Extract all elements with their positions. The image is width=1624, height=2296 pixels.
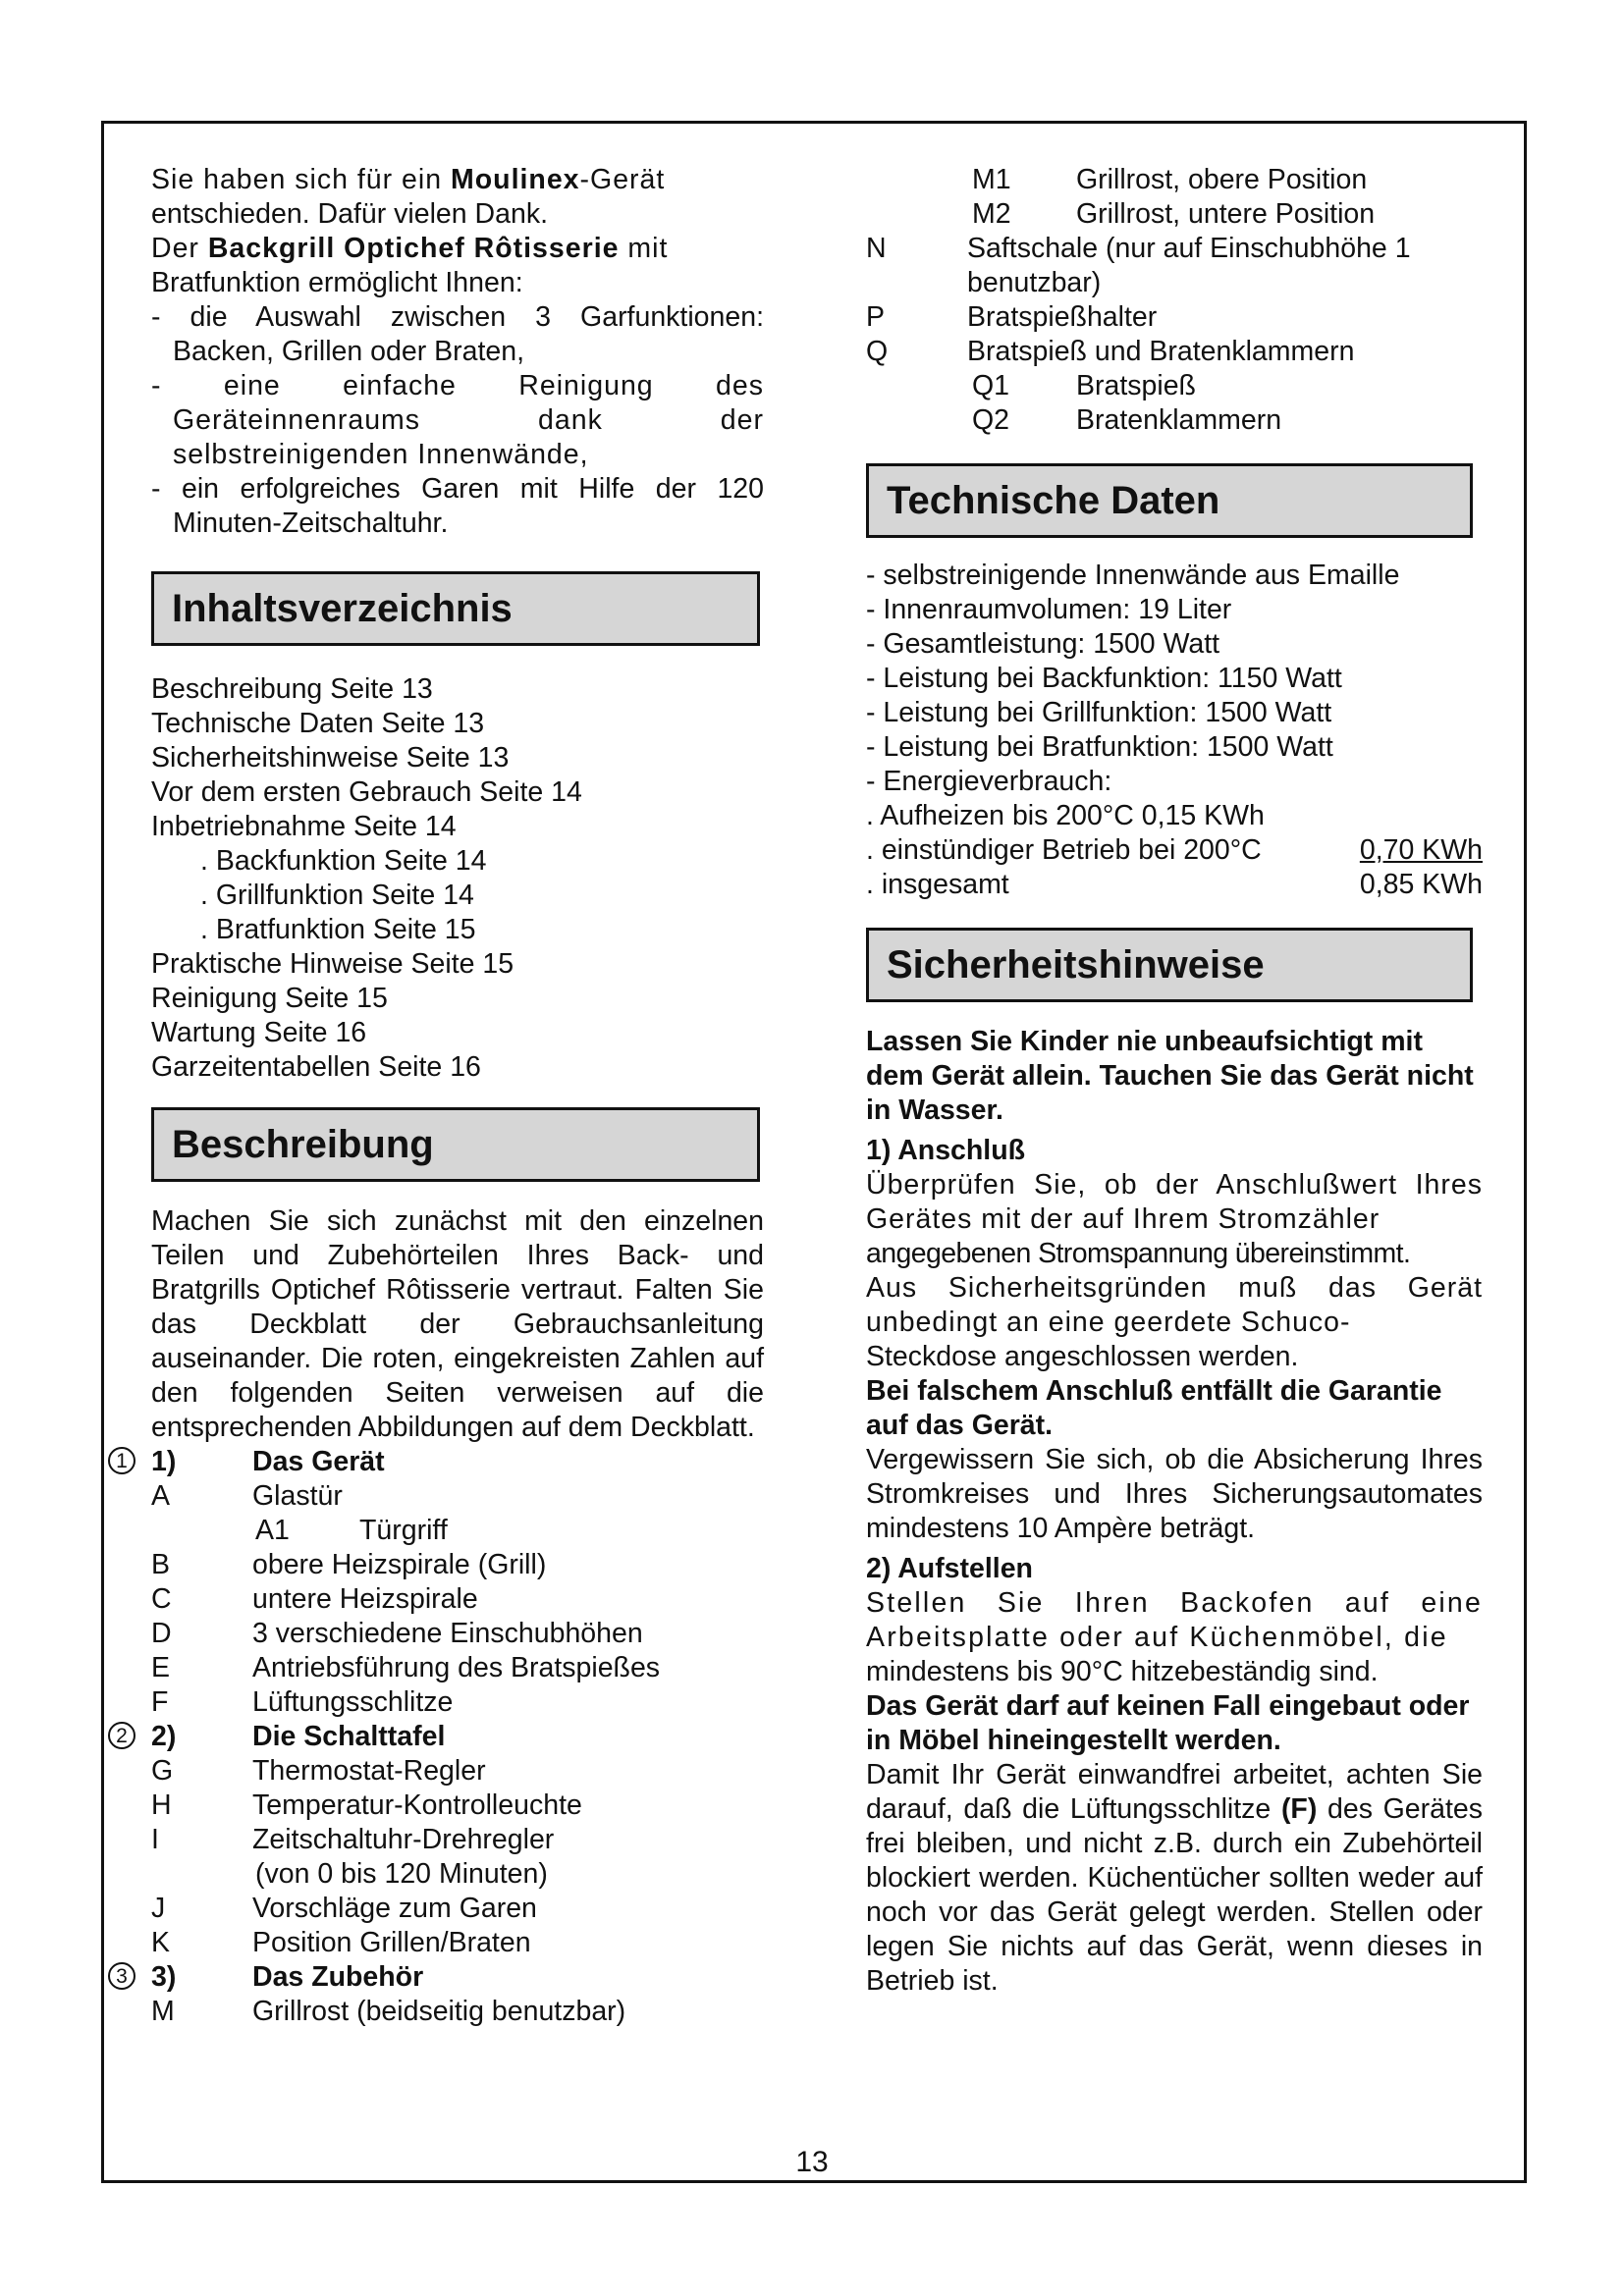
energy-label: . insgesamt [866, 869, 1009, 900]
beschreibung-text: Machen Sie sich zunächst mit den einzelnen Teilen und Zubehörteilen Ihres Back- und Bratgrills Optichef Rôtisserie vertraut. Falten Sie das Deckblatt der Gebrauchsanleitung auseinander. Die roten, eingekreisten Zahlen auf den folgenden Seiten verweisen auf die entsprechenden Abbildungen auf dem Deckblatt. [151, 1205, 764, 1443]
part-key: J [151, 1893, 166, 1924]
part-item [151, 1754, 764, 1789]
part-value: obere Heizspirale (Grill) [252, 1549, 547, 1580]
toc-item: Sicherheitshinweise Seite 13 [151, 742, 510, 774]
aufstellen-text [866, 1758, 1483, 1999]
toc-item: Reinigung Seite 15 [151, 983, 388, 1014]
intro-line-3 [151, 232, 764, 266]
aufstellen-text-part: Damit Ihr Gerät einwandfrei arbeitet, achten Sie darauf, daß die Lüftungsschlitze [866, 1759, 1483, 1825]
part-item [151, 1995, 764, 2029]
part-item [866, 335, 1483, 369]
part-value: Bratspieß [1076, 370, 1196, 401]
energy-row [866, 868, 1483, 902]
anschluss-text: Steckdose angeschlossen werden. [866, 1341, 1299, 1372]
toc-heading: Inhaltsverzeichnis [151, 571, 760, 646]
brand-name: Moulinex [451, 164, 580, 195]
part-item [151, 1685, 764, 1720]
part-key: Q2 [972, 404, 1010, 436]
circled-number: 2 [108, 1722, 135, 1749]
part-key: M [151, 1996, 175, 2027]
part-subitem [866, 197, 1483, 232]
intro-text: Sie haben sich für ein [151, 164, 452, 195]
part-subitem [866, 163, 1483, 197]
part-item [151, 1582, 764, 1617]
left-column [116, 163, 764, 2029]
section-number: 2) [151, 1721, 177, 1752]
part-subitem [866, 403, 1483, 438]
beschreibung-heading: Beschreibung [151, 1107, 760, 1182]
part-key: N [866, 233, 887, 264]
toc-item: Inbetriebnahme Seite 14 [151, 811, 457, 842]
intro-line-4: Bratfunktion ermöglicht Ihnen: [151, 267, 523, 298]
part-value: Temperatur-Kontrolleuchte [252, 1789, 582, 1821]
page-number: 13 [795, 2146, 829, 2178]
part-value-continued: benutzbar) [967, 267, 1102, 298]
aufstellen-title: 2) Aufstellen [866, 1553, 1033, 1584]
part-key: Q1 [972, 370, 1010, 401]
part-key: I [151, 1824, 159, 1855]
toc-item: Garzeitentabellen Seite 16 [151, 1051, 481, 1083]
energy-value: 0,85 KWh [1359, 869, 1483, 900]
part-value: Glastür [252, 1480, 343, 1512]
section-schalttafel [116, 1720, 764, 1754]
section-title: Die Schalttafel [252, 1721, 446, 1752]
part-item [151, 1479, 764, 1514]
part-value: 3 verschiedene Einschubhöhen [252, 1618, 643, 1649]
toc-item: Beschreibung Seite 13 [151, 673, 433, 705]
energy-value: 0,70 KWh [1359, 834, 1483, 866]
energy-label: . einstündiger Betrieb bei 200°C [866, 834, 1262, 866]
toc-item: Praktische Hinweise Seite 15 [151, 948, 514, 980]
spec-item: - Energieverbrauch: [866, 766, 1112, 797]
part-item [866, 300, 1483, 335]
anschluss-text: Aus Sicherheitsgründen muß das Gerät unbedingt an eine geerdete Schuco- [866, 1272, 1483, 1338]
part-key: P [866, 301, 886, 333]
toc-item: Wartung Seite 16 [151, 1017, 367, 1048]
aufstellen-text: Stellen Sie Ihren Backofen auf eine Arbeitsplatte oder auf Küchenmöbel, die [866, 1587, 1483, 1653]
toc-subitem: . Backfunktion Seite 14 [200, 845, 487, 877]
part-key: M2 [972, 198, 1011, 230]
spec-item: - Gesamtleistung: 1500 Watt [866, 628, 1220, 660]
intro-bullet: - eine einfache Reinigung des Geräteinnenraums dank der selbstreinigenden Innenwände, [151, 370, 764, 470]
safety-warning: Lassen Sie Kinder nie unbeaufsichtigt mit dem Gerät allein. Tauchen Sie das Gerät nicht in Wasser. [866, 1026, 1474, 1126]
right-column [866, 163, 1483, 1999]
part-key: G [151, 1755, 174, 1787]
part-value: untere Heizspirale [252, 1583, 478, 1615]
part-key: C [151, 1583, 172, 1615]
part-value: Zeitschaltuhr-Drehregler [252, 1824, 555, 1855]
part-key: D [151, 1618, 172, 1649]
part-item [151, 1823, 764, 1857]
toc-subitem: . Bratfunktion Seite 15 [200, 914, 476, 945]
section-number: 1) [151, 1446, 177, 1477]
intro-text: mit [619, 233, 669, 264]
intro-text: -Gerät [579, 164, 666, 195]
part-key: M1 [972, 164, 1011, 195]
toc-subitem: . Grillfunktion Seite 14 [200, 880, 474, 911]
anschluss-text: Vergewissern Sie sich, ob die Absicherung Ihres Stromkreises und Ihres Sicherungsautomates mindestens 10 Ampère beträgt. [866, 1444, 1483, 1544]
part-note: (von 0 bis 120 Minuten) [255, 1858, 548, 1890]
intro-bullet: - ein erfolgreiches Garen mit Hilfe der 120 Minuten-Zeitschaltuhr. [151, 473, 764, 539]
product-name: Backgrill Optichef Rôtisserie [207, 233, 620, 264]
toc-item: Technische Daten Seite 13 [151, 708, 485, 739]
part-value: Lüftungsschlitze [252, 1686, 454, 1718]
intro-text: Der [151, 233, 208, 264]
part-value: Bratspieß und Bratenklammern [967, 336, 1355, 367]
anschluss-text: angegebenen Stromspannung übereinstimmt. [866, 1238, 1411, 1269]
aufstellen-bold: Das Gerät darf auf keinen Fall eingebaut oder in Möbel hineingestellt werden. [866, 1690, 1470, 1756]
part-key: H [151, 1789, 172, 1821]
part-item [151, 1789, 764, 1823]
section-zubehoer [116, 1960, 764, 1995]
part-subitem [151, 1514, 764, 1548]
part-value: Bratspießhalter [967, 301, 1158, 333]
part-value: Grillrost, untere Position [1076, 198, 1376, 230]
part-item [151, 1548, 764, 1582]
part-item [866, 232, 1483, 266]
part-key: A [151, 1480, 171, 1512]
spec-item: . Aufheizen bis 200°C 0,15 KWh [866, 800, 1265, 831]
technische-daten-list [866, 559, 1483, 902]
part-value: Grillrost, obere Position [1076, 164, 1368, 195]
circled-number: 1 [108, 1447, 135, 1474]
energy-row [866, 833, 1483, 868]
part-key: F [151, 1686, 169, 1718]
intro-bullet: - die Auswahl zwischen 3 Garfunktionen: Backen, Grillen oder Braten, [151, 301, 764, 367]
part-value: Position Grillen/Braten [252, 1927, 531, 1958]
part-key: A1 [255, 1515, 290, 1546]
intro-line-1 [151, 163, 764, 197]
spec-item: - Leistung bei Backfunktion: 1150 Watt [866, 663, 1342, 694]
sicherheitshinweise-heading: Sicherheitshinweise [866, 928, 1473, 1002]
part-value: Grillrost (beidseitig benutzbar) [252, 1996, 626, 2027]
section-title: Das Gerät [252, 1446, 385, 1477]
intro-section [151, 163, 764, 541]
part-key: K [151, 1927, 171, 1958]
technische-daten-heading: Technische Daten [866, 463, 1473, 538]
part-item [151, 1926, 764, 1960]
part-value: Bratenklammern [1076, 404, 1282, 436]
part-value: Saftschale (nur auf Einschubhöhe 1 [967, 233, 1411, 264]
part-item [151, 1892, 764, 1926]
spec-item: - Leistung bei Grillfunktion: 1500 Watt [866, 697, 1332, 728]
anschluss-bold: Bei falschem Anschluß entfällt die Garantie auf das Gerät. [866, 1375, 1442, 1441]
part-key: B [151, 1549, 171, 1580]
spec-item: - Innenraumvolumen: 19 Liter [866, 594, 1232, 625]
section-geraet [116, 1445, 764, 1479]
section-number: 3) [151, 1961, 177, 1993]
toc-list [151, 672, 764, 1085]
part-item [151, 1617, 764, 1651]
aufstellen-text-part: des Gerätes frei bleiben, und nicht z.B. durch ein Zubehörteil blockiert werden. Küchentücher sollten weder auf noch vor das Gerät gelegt werden. Stellen oder legen Sie nichts auf das Gerät, wenn dieses in Betrieb ist. [866, 1793, 1483, 1997]
part-value: Türgriff [359, 1515, 448, 1546]
part-value: Thermostat-Regler [252, 1755, 486, 1787]
intro-line-2: entschieden. Dafür vielen Dank. [151, 198, 548, 230]
aufstellen-text: mindestens bis 90°C hitzebeständig sind. [866, 1656, 1379, 1687]
part-key: Q [866, 336, 889, 367]
part-value: Antriebsführung des Bratspießes [252, 1652, 661, 1683]
part-subitem [866, 369, 1483, 403]
part-reference: (F) [1280, 1793, 1318, 1825]
section-title: Das Zubehör [252, 1961, 424, 1993]
anschluss-title: 1) Anschluß [866, 1135, 1026, 1166]
spec-item: - Leistung bei Bratfunktion: 1500 Watt [866, 731, 1333, 763]
spec-item: - selbstreinigende Innenwände aus Emaille [866, 560, 1400, 591]
toc-item: Vor dem ersten Gebrauch Seite 14 [151, 776, 582, 808]
part-item [151, 1651, 764, 1685]
circled-number: 3 [108, 1962, 135, 1990]
part-key: E [151, 1652, 171, 1683]
part-value: Vorschläge zum Garen [252, 1893, 537, 1924]
anschluss-text: Überprüfen Sie, ob der Anschlußwert Ihres Gerätes mit der auf Ihrem Stromzähler [866, 1169, 1483, 1235]
